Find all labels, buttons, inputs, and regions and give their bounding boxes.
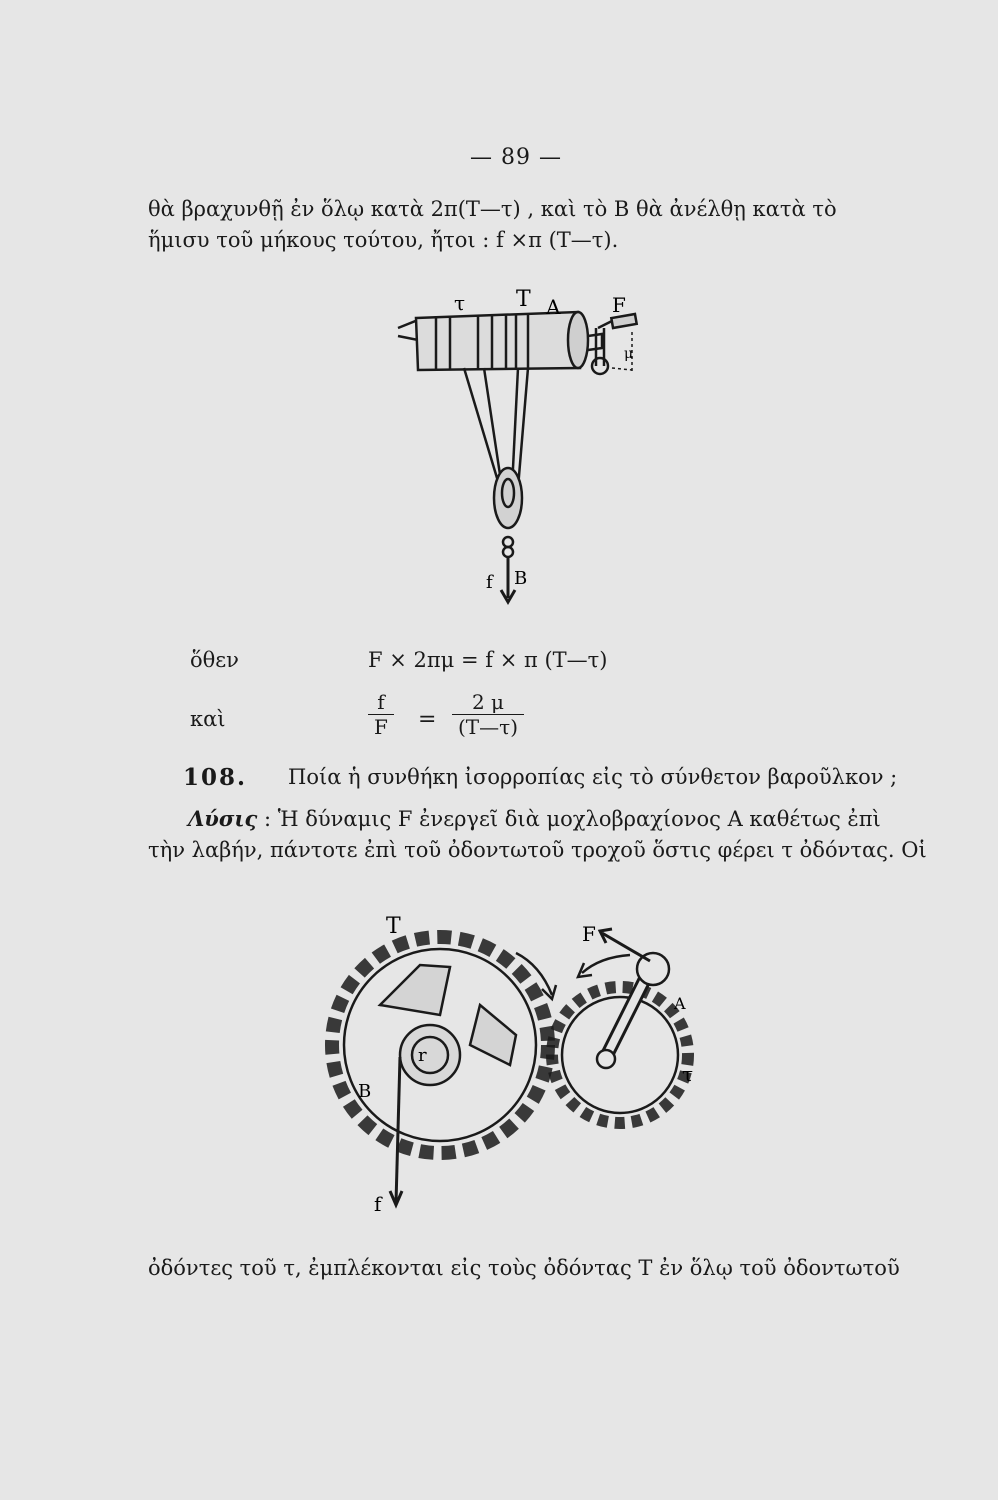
last-line: ὀδόντες τοῦ τ, ἐμπλέκονται εἰς τοὺς ὀδόντας T ἐν ὅλῳ τοῦ ὀδοντωτοῦ [148, 1256, 900, 1280]
winch-pulley-figure [388, 288, 658, 618]
paragraph-line-2: ἥμισυ τοῦ μήκους τούτου, ἤτοι : f ×π (T—τ). [148, 228, 619, 252]
solution-text-1: : Ἡ δύναμις F ἐνεργεῖ διὰ μοχλοβραχίονος A καθέτως ἐπὶ [257, 807, 881, 831]
fraction-right-denominator: (T—τ) [458, 715, 519, 739]
fig2-label-T: T [386, 914, 401, 939]
fig1-label-B: B [514, 568, 528, 589]
fig2-label-F: F [582, 922, 596, 946]
fig2-label-tau: τ [682, 1062, 694, 1086]
fraction-right-numerator: 2 μ [452, 690, 524, 715]
equals-sign: = [418, 707, 437, 732]
fraction-right [452, 690, 524, 739]
fraction-left-numerator: f [368, 690, 394, 715]
solution-label: Λύσις [188, 806, 258, 831]
fig1-label-F: F [612, 293, 626, 317]
fig2-label-r: r [418, 1045, 427, 1066]
equation-1: F × 2πμ = f × π (T—τ) [368, 648, 608, 672]
paragraph-line-1: θὰ βραχυνθῇ ἐν ὅλῳ κατὰ 2π(T—τ) , καὶ τὸ B θὰ ἀνέλθῃ κατὰ τὸ [148, 197, 837, 221]
fig2-label-A: A [674, 994, 686, 1013]
fig1-label-f: f [486, 572, 493, 593]
fig2-label-B: B [358, 1081, 372, 1102]
solution-line-2: τὴν λαβήν, πάντοτε ἐπὶ τοῦ ὀδοντωτοῦ τροχοῦ ὅστις φέρει τ ὀδόντας. Οἱ [148, 838, 927, 862]
equation-label-and: καὶ [190, 707, 226, 731]
fig1-label-T: T [516, 288, 531, 312]
section-number: 108. [183, 764, 248, 791]
fig1-label-A: A [546, 295, 561, 319]
fraction-left-denominator: F [374, 715, 388, 739]
section-question: Ποία ἡ συνθήκη ἰσορροπίας εἰς τὸ σύνθετον βαροῦλκον ; [288, 765, 898, 789]
page-number: — 89 — [470, 145, 562, 170]
fraction-left [368, 690, 394, 739]
gear-train-figure [320, 905, 710, 1225]
solution-line-1 [188, 806, 881, 831]
fig1-label-tau: τ [454, 291, 466, 315]
fig2-label-f: f [374, 1192, 382, 1216]
fig1-label-mu: μ [624, 346, 634, 362]
equation-label-hence: ὅθεν [190, 648, 239, 672]
